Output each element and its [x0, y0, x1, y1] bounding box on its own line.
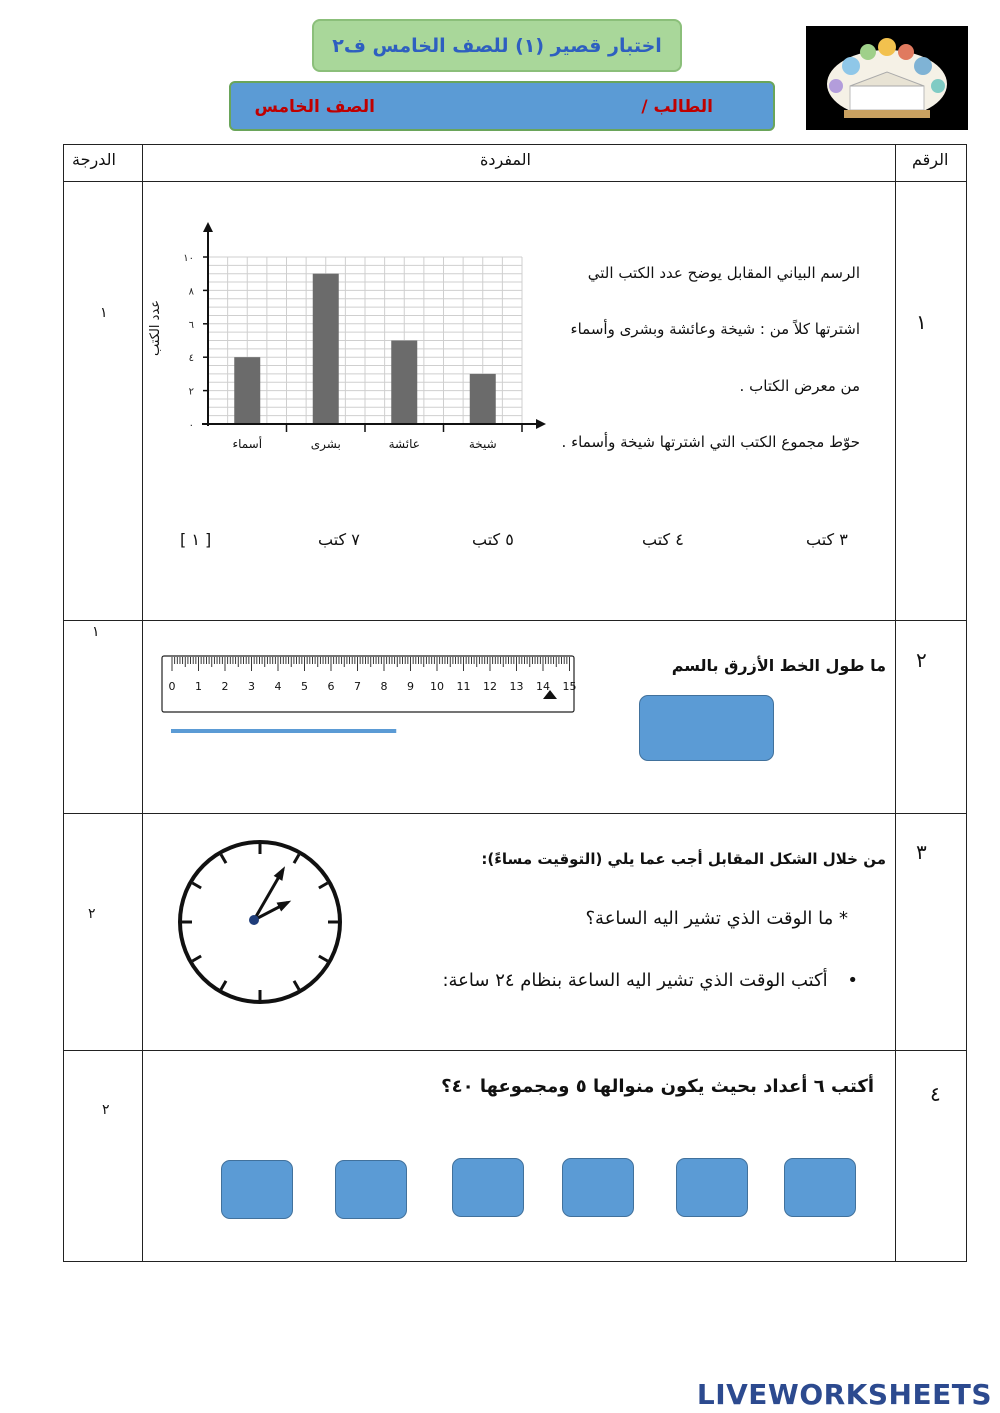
ruler-label: 12	[483, 680, 497, 693]
x-category-label: شيخة	[468, 437, 497, 451]
ruler-label: 2	[221, 680, 229, 693]
q1-line-3: من معرض الكتاب .	[739, 377, 860, 395]
ruler-label: 1	[195, 680, 202, 693]
bar-1	[234, 357, 260, 424]
ruler-label: 9	[407, 680, 414, 693]
analog-clock	[174, 838, 346, 1010]
q2-text: ما طول الخط الأزرق بالسم	[671, 656, 886, 675]
ruler-label: 11	[456, 680, 471, 693]
q1-option-5[interactable]: ٥ كتب	[472, 530, 514, 549]
ruler-label: 7	[354, 680, 361, 693]
q2-answer-box[interactable]	[639, 695, 774, 761]
q4-answer-box-3[interactable]	[562, 1158, 634, 1217]
q2-number: ٢	[916, 648, 927, 672]
ruler-label: 3	[248, 680, 255, 693]
ruler-label: 10	[430, 680, 444, 693]
q1-option-3[interactable]: ٣ كتب	[806, 530, 848, 549]
q3-question-b-text: أكتب الوقت الذي تشير اليه الساعة بنظام ٢٤ ساعة:	[442, 970, 828, 991]
y-tick-label: ١٠	[183, 253, 194, 264]
y-tick-label: ٤	[188, 353, 194, 365]
bar-2	[313, 274, 339, 424]
books-bar-chart	[150, 212, 560, 482]
y-tick-label: ٢	[188, 386, 194, 398]
x-category-label: بشرى	[310, 437, 341, 451]
ruler-label: 4	[274, 680, 282, 693]
q1-number: ١	[916, 310, 927, 334]
q3-question-a: * ما الوقت الذي تشير اليه الساعة؟	[585, 908, 848, 929]
q2-mark: ١	[92, 624, 100, 640]
q1-line-2: اشترتها كلاً من : شيخة وعائشة وبشرى وأسماء	[570, 320, 860, 338]
q4-mark: ٢	[102, 1102, 110, 1118]
ruler-label: 15	[562, 680, 577, 693]
q3-question-b	[442, 970, 858, 991]
student-info-bar	[229, 81, 775, 131]
q3-intro: من خلال الشكل المقابل أجب عما يلي (التوقيت مساءً):	[481, 850, 886, 868]
ruler-label: 6	[327, 680, 335, 693]
y-tick-label: ٠	[188, 420, 194, 431]
q4-answer-box-2[interactable]	[676, 1158, 748, 1217]
q1-line-1: الرسم البياني المقابل يوضح عدد الكتب التي	[587, 264, 860, 282]
header-number: الرقم	[912, 150, 949, 169]
header-degree: الدرجة	[72, 150, 116, 169]
student-label: الطالب /	[641, 97, 713, 117]
ruler-label: 0	[168, 680, 176, 693]
y-tick-label: ٦	[188, 319, 194, 331]
chart-y-axis-label: عدد الكتب	[148, 300, 163, 356]
y-tick-label: ٨	[188, 286, 194, 298]
ruler	[158, 652, 580, 716]
quiz-title: اختبار قصير (١) للصف الخامس ف٢	[312, 19, 682, 72]
q3-number: ٣	[916, 840, 927, 864]
ruler-label: 14	[536, 680, 550, 693]
q1-mark: ١	[100, 305, 108, 321]
q3-bullet: •	[847, 970, 858, 991]
q4-answer-box-6[interactable]	[221, 1160, 293, 1219]
q1-option-mark: [ ١ ]	[180, 530, 212, 549]
q1-option-7[interactable]: ٧ كتب	[318, 530, 360, 549]
header-item: المفردة	[480, 150, 531, 169]
ruler-label: 8	[380, 680, 388, 693]
q4-answer-box-5[interactable]	[335, 1160, 407, 1219]
q4-answer-box-4[interactable]	[452, 1158, 524, 1217]
q1-option-4[interactable]: ٤ كتب	[642, 530, 684, 549]
x-category-label: أسماء	[232, 437, 263, 451]
bar-4	[470, 374, 496, 424]
x-category-label: عائشة	[388, 437, 420, 451]
q4-number: ٤	[930, 1082, 941, 1106]
blue-line	[168, 726, 402, 736]
liveworksheets-watermark: LIVEWORKSHEETS	[696, 1378, 992, 1411]
q4-answer-box-1[interactable]	[784, 1158, 856, 1217]
q3-mark: ٢	[88, 906, 96, 922]
ruler-label: 13	[509, 680, 524, 693]
grade-label: الصف الخامس	[254, 97, 375, 117]
ruler-label: 5	[301, 680, 308, 693]
q1-line-4: حوّط مجموع الكتب التي اشترتها شيخة وأسماء .	[561, 433, 860, 451]
q4-text: أكتب ٦ أعداد بحيث يكون منوالها ٥ ومجموعها ٤٠؟	[441, 1076, 874, 1097]
school-logo	[806, 26, 968, 130]
bar-3	[391, 341, 417, 425]
